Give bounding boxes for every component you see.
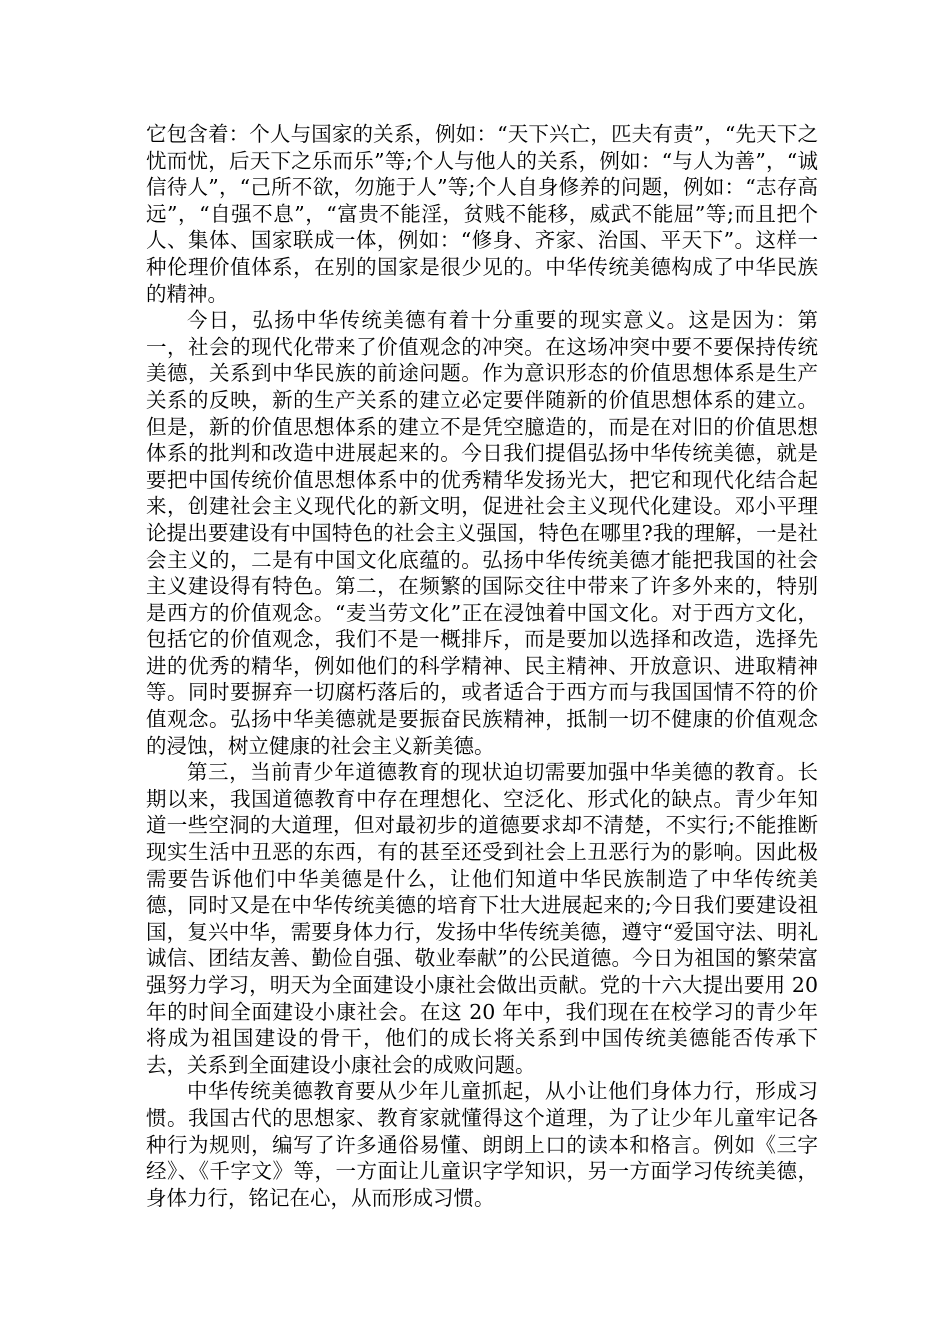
paragraph-4: 中华传统美德教育要从少年儿童抓起，从小让他们身体力行，形成习惯。我国古代的思想家、教育家就懂得这个道理，为了让少年儿童牢记各种行为规则，编写了许多通俗易懂、朗朗上口的读本和格言。例如《三字经》、《千字文》等，一方面让儿童识字学知识，另一方面学习传统美德，身体力行，铭记在心，从而形成习惯。 <box>146 1079 818 1210</box>
paragraph-2: 今日，弘扬中华传统美德有着十分重要的现实意义。这是因为：第一，社会的现代化带来了价值观念的冲突。在这场冲突中要不要保持传统美德，关系到中华民族的前途问题。作为意识形态的价值思想体系是生产关系的反映，新的生产关系的建立必定要伴随新的价值思想体系的建立。但是，新的价值思想体系的建立不是凭空臆造的，而是在对旧的价值思想体系的批判和改造中进展起来的。今日我们提倡弘扬中华传统美德，就是要把中国传统价值思想体系中的优秀精华发扬光大，把它和现代化结合起来，创建社会主义现代化的新文明，促进社会主义现代化建设。邓小平理论提出要建设有中国特色的社会主义强国，特色在哪里?我的理解，一是社会主义的，二是有中国文化底蕴的。弘扬中华传统美德才能把我国的社会主义建设得有特色。第二，在频繁的国际交往中带来了许多外来的，特别是西方的价值观念。“麦当劳文化”正在浸蚀着中国文化。对于西方文化，包括它的价值观念，我们不是一概排斥，而是要加以选择和改造，选择先进的优秀的精华，例如他们的科学精神、民主精神、开放意识、进取精神等。同时要摒弃一切腐朽落后的，或者适合于西方而与我国国情不符的价值观念。弘扬中华美德就是要振奋民族精神，抵制一切不健康的价值观念的浸蚀，树立健康的社会主义新美德。 <box>146 308 818 758</box>
paragraph-1: 它包含着：个人与国家的关系，例如：“天下兴亡，匹夫有责”，“先天下之忧而忧，后天下之乐而乐”等;个人与他人的关系，例如：“与人为善”，“诚信待人”，“己所不欲，勿施于人”等;个人自身修养的问题，例如：“志存高远”，“自强不息”，“富贵不能淫，贫贱不能移，威武不能屈”等;而且把个人、集体、国家联成一体，例如：“修身、齐家、治国、平天下”。这样一种伦理价值体系，在别的国家是很少见的。中华传统美德构成了中华民族的精神。 <box>146 122 818 306</box>
document-page <box>146 121 818 1211</box>
paragraph-3: 第三，当前青少年道德教育的现状迫切需要加强中华美德的教育。长期以来，我国道德教育中存在理想化、空泛化、形式化的缺点。青少年知道一些空洞的大道理，但对最初步的道德要求却不清楚，不实行;不能推断现实生活中丑恶的东西，有的甚至还受到社会上丑恶行为的影响。因此极需要告诉他们中华美德是什么，让他们知道中华民族制造了中华传统美德，同时又是在中华传统美德的培育下壮大进展起来的;今日我们要建设祖国，复兴中华，需要身体力行，发扬中华传统美德，遵守“爱国守法、明礼诚信、团结友善、勤俭自强、敬业奉献”的公民道德。今日为祖国的繁荣富强努力学习，明天为全面建设小康社会做出贡献。党的十六大提出要用 20 年的时间全面建设小康社会。在这 20 年中，我们现在在校学习的青少年将成为祖国建设的骨干，他们的成长将关系到中国传统美德能否传承下去，关系到全面建设小康社会的成败问题。 <box>146 760 818 1077</box>
